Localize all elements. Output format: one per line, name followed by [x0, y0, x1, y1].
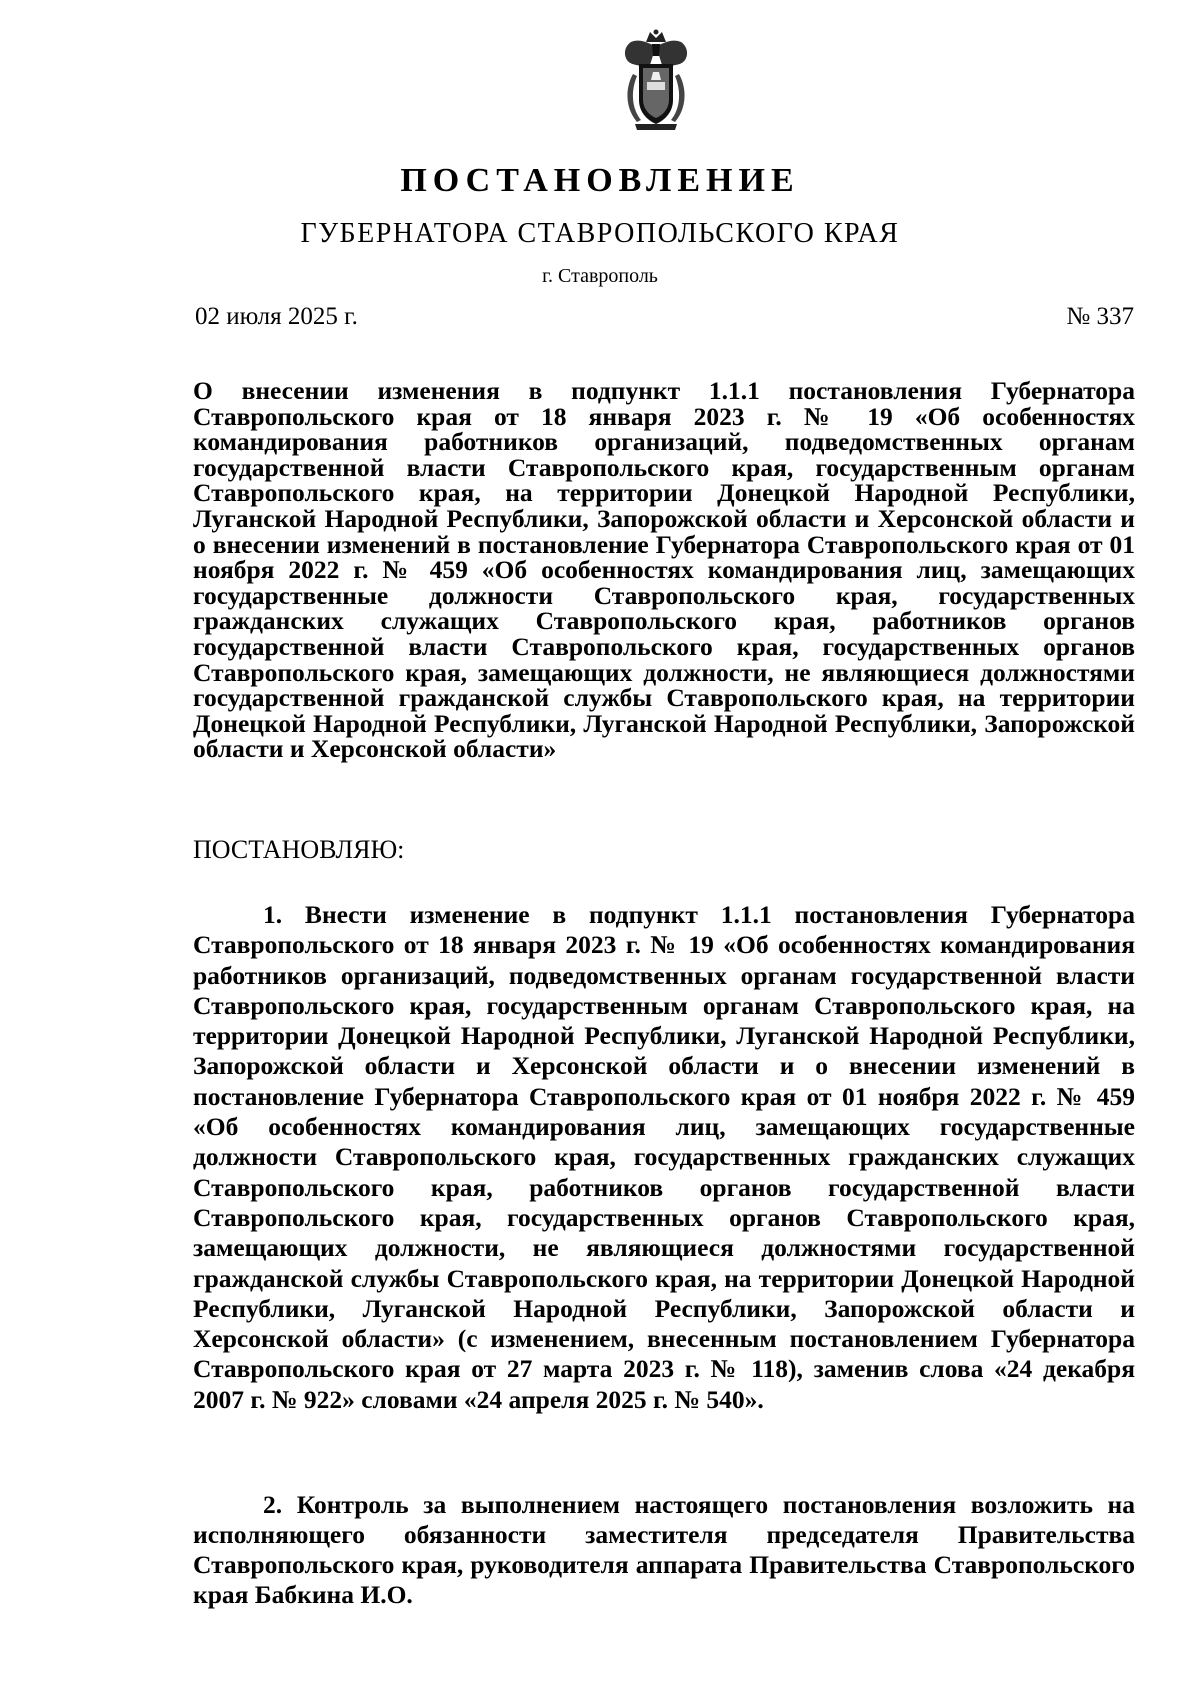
coat-of-arms-icon [619, 28, 693, 132]
paragraph-2: 2. Контроль за выполнением настоящего постановления возложить на исполняющего обязанности заместителя председателя Правительства Ставропольского края, руководителя аппарата Правительства Ставропольского края Бабкина И.О. [193, 1490, 1135, 1609]
issuing-authority: ГУБЕРНАТОРА СТАВРОПОЛЬСКОГО КРАЯ [300, 218, 900, 249]
document-type-title: ПОСТАНОВЛЕНИЕ [400, 162, 800, 199]
resolve-heading: ПОСТАНОВЛЯЮ: [193, 835, 405, 864]
document-subject: О внесении изменения в подпункт 1.1.1 постановления Губернатора Ставропольского края от 18 января 2023 г. № 19 «Об особенностях командирования работников организаций, подведомственных органам государственной власти Ставропольского края, государственным органам Ставропольского края, на территории Донецкой Народной Республики, Луганской Народной Республики, Запорожской области и Херсонской области и о внесении изменений в постановление Губернатора Ставропольского края от 01 ноября 2022 г. № 459 «Об особенностях командирования лиц, замещающих государственные должности Ставропольского края, государственных гражданских служащих Ставропольского края, работников органов государственной власти Ставропольского края, государственных органов Ставропольского края, замещающих должности, не являющиеся должностями государственной гражданской службы Ставропольского края, на территории Донецкой Народной Республики, Луганской Народной Республики, Запорожской области и Херсонской области» [193, 376, 1135, 764]
document-date: 02 июля 2025 г. [195, 303, 358, 330]
place-of-issue: г. Ставрополь [542, 265, 658, 287]
paragraph-1: 1. Внести изменение в подпункт 1.1.1 постановления Губернатора Ставропольского от 18 января 2023 г. № 19 «Об особенностях командирования работников организаций, подведомственных органам государственной власти Ставропольского края, государственным органам Ставропольского края, на территории Донецкой Народной Республики, Луганской Народной Республики, Запорожской области и Херсонской области и о внесении изменений в постановление Губернатора Ставропольского края от 01 ноября 2022 г. № 459 «Об особенностях командирования лиц, замещающих государственные должности Ставропольского края, государственных гражданских служащих Ставропольского края, работников органов государственной власти Ставропольского края, государственных органов Ставропольского края, замещающих должности, не являющиеся должностями государственной гражданской службы Ставропольского края, на территории Донецкой Народной Республики, Луганской Народной Республики, Запорожской области и Херсонской области» (с изменением, внесенным постановлением Губернатора Ставропольского края от 27 марта 2023 г. № 118), заменив слова «24 декабря 2007 г. № 922» словами «24 апреля 2025 г. № 540». [193, 900, 1135, 1414]
document-number: № 337 [1066, 303, 1134, 330]
